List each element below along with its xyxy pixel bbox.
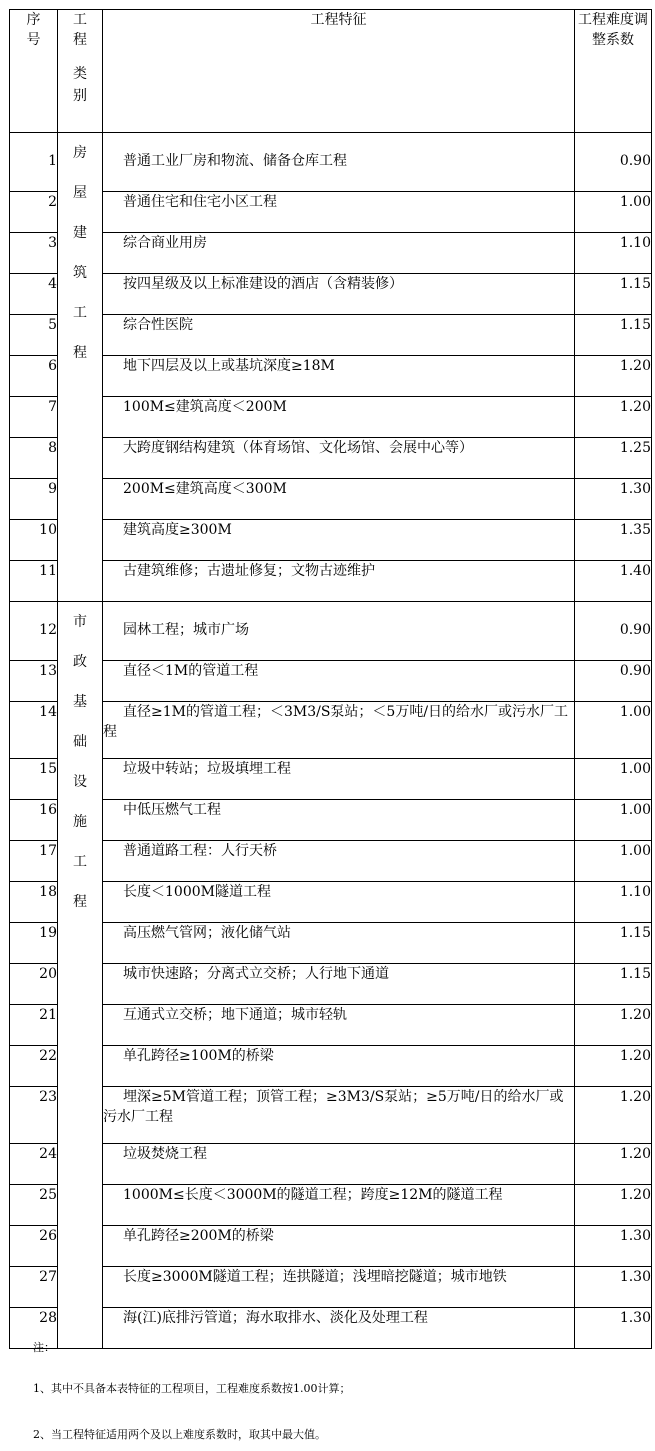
row-coefficient: 1.00 <box>575 702 652 759</box>
row-no: 9 <box>10 479 58 520</box>
table-body <box>10 133 652 1349</box>
row-feature: 地下四层及以上或基坑深度≥18M <box>103 356 575 397</box>
row-coefficient: 1.35 <box>575 520 652 561</box>
row-feature: 普通工业厂房和物流、储备仓库工程 <box>103 133 575 192</box>
table-row <box>10 397 652 438</box>
table-row <box>10 841 652 882</box>
row-coefficient: 0.90 <box>575 133 652 192</box>
table-row <box>10 1144 652 1185</box>
row-coefficient: 1.20 <box>575 1046 652 1087</box>
category-char: 房 <box>73 145 87 161</box>
row-feature: 长度≥3000M隧道工程；连拱隧道；浅埋暗挖隧道；城市地铁 <box>103 1267 575 1308</box>
row-no: 6 <box>10 356 58 397</box>
category-char: 政 <box>73 654 87 670</box>
row-feature: 普通道路工程：人行天桥 <box>103 841 575 882</box>
table-row <box>10 274 652 315</box>
table-row <box>10 479 652 520</box>
row-coefficient: 1.10 <box>575 882 652 923</box>
row-coefficient: 1.20 <box>575 1005 652 1046</box>
notes-head: 注： <box>33 1341 55 1354</box>
row-no: 2 <box>10 192 58 233</box>
row-feature: 中低压燃气工程 <box>103 800 575 841</box>
row-no: 22 <box>10 1046 58 1087</box>
table-row <box>10 602 652 661</box>
row-coefficient: 1.25 <box>575 438 652 479</box>
row-feature: 普通住宅和住宅小区工程 <box>103 192 575 233</box>
table-row <box>10 356 652 397</box>
row-feature: 高压燃气管网；液化储气站 <box>103 923 575 964</box>
row-feature: 200M≤建筑高度＜300M <box>103 479 575 520</box>
table-row <box>10 964 652 1005</box>
row-feature: 园林工程；城市广场 <box>103 602 575 661</box>
table-row <box>10 133 652 192</box>
row-no: 16 <box>10 800 58 841</box>
row-coefficient: 1.20 <box>575 1087 652 1144</box>
table-row <box>10 661 652 702</box>
row-no: 26 <box>10 1226 58 1267</box>
row-no: 1 <box>10 133 58 192</box>
table-row <box>10 192 652 233</box>
row-feature: 1000M≤长度＜3000M的隧道工程；跨度≥12M的隧道工程 <box>103 1185 575 1226</box>
row-no: 3 <box>10 233 58 274</box>
row-no: 20 <box>10 964 58 1005</box>
row-no: 24 <box>10 1144 58 1185</box>
note-item-1: 1、其中不具备本表特征的工程项目，工程难度系数按1.00计算； <box>33 1382 351 1395</box>
category-cell <box>58 133 103 602</box>
row-feature: 综合商业用房 <box>103 233 575 274</box>
row-coefficient: 1.40 <box>575 561 652 602</box>
category-char: 市 <box>73 614 87 630</box>
row-no: 19 <box>10 923 58 964</box>
table-row <box>10 1226 652 1267</box>
category-char: 工 <box>73 305 87 321</box>
category-char: 程 <box>73 345 87 361</box>
category-char: 基 <box>73 694 87 710</box>
table-row <box>10 1046 652 1087</box>
header-feature: 工程特征 <box>103 10 575 133</box>
table-row <box>10 1087 652 1144</box>
row-coefficient: 1.30 <box>575 479 652 520</box>
category-char: 工 <box>73 854 87 870</box>
row-no: 5 <box>10 315 58 356</box>
table-row <box>10 800 652 841</box>
row-no: 21 <box>10 1005 58 1046</box>
header-category: 工 程 类 别 <box>58 10 103 133</box>
row-feature: 埋深≥5M管道工程；顶管工程；≥3M3/S泵站；≥5万吨/日的给水厂或污水厂工程 <box>103 1087 575 1144</box>
row-coefficient: 1.15 <box>575 964 652 1005</box>
header-coefficient: 工程难度调整系数 <box>575 10 652 133</box>
row-coefficient: 1.00 <box>575 192 652 233</box>
table-row <box>10 923 652 964</box>
table-row <box>10 1267 652 1308</box>
row-no: 28 <box>10 1308 58 1349</box>
row-feature: 古建筑维修；古遗址修复；文物古迹维护 <box>103 561 575 602</box>
notes <box>33 1340 351 1443</box>
row-coefficient: 1.00 <box>575 800 652 841</box>
category-char: 建 <box>73 225 87 241</box>
row-coefficient: 1.30 <box>575 1226 652 1267</box>
row-coefficient: 0.90 <box>575 602 652 661</box>
row-feature: 100M≤建筑高度＜200M <box>103 397 575 438</box>
row-coefficient: 1.30 <box>575 1267 652 1308</box>
category-char: 设 <box>73 774 87 790</box>
row-coefficient: 1.15 <box>575 315 652 356</box>
note-item-2: 2、当工程特征适用两个及以上难度系数时，取其中最大值。 <box>33 1428 326 1441</box>
row-coefficient: 1.20 <box>575 356 652 397</box>
row-coefficient: 1.20 <box>575 397 652 438</box>
category-char: 屋 <box>73 185 87 201</box>
row-feature: 综合性医院 <box>103 315 575 356</box>
row-feature: 海(江)底排污管道；海水取排水、淡化及处理工程 <box>103 1308 575 1349</box>
table-row <box>10 233 652 274</box>
row-coefficient: 1.20 <box>575 1185 652 1226</box>
row-no: 27 <box>10 1267 58 1308</box>
table-row <box>10 520 652 561</box>
row-feature: 单孔跨径≥200M的桥梁 <box>103 1226 575 1267</box>
row-feature: 直径＜1M的管道工程 <box>103 661 575 702</box>
row-feature: 单孔跨径≥100M的桥梁 <box>103 1046 575 1087</box>
row-coefficient: 1.30 <box>575 1308 652 1349</box>
difficulty-coefficient-table <box>9 9 652 1349</box>
row-coefficient: 1.00 <box>575 841 652 882</box>
table-row <box>10 702 652 759</box>
row-coefficient: 1.15 <box>575 923 652 964</box>
row-no: 23 <box>10 1087 58 1144</box>
row-feature: 垃圾中转站；垃圾填埋工程 <box>103 759 575 800</box>
row-no: 15 <box>10 759 58 800</box>
row-coefficient: 1.10 <box>575 233 652 274</box>
category-char: 施 <box>73 814 87 830</box>
table-row <box>10 759 652 800</box>
table-row <box>10 1005 652 1046</box>
row-coefficient: 1.20 <box>575 1144 652 1185</box>
row-feature: 建筑高度≥300M <box>103 520 575 561</box>
category-char: 础 <box>73 734 87 750</box>
row-no: 14 <box>10 702 58 759</box>
row-coefficient: 0.90 <box>575 661 652 702</box>
row-no: 12 <box>10 602 58 661</box>
row-feature: 按四星级及以上标准建设的酒店（含精装修） <box>103 274 575 315</box>
table-row <box>10 561 652 602</box>
row-no: 10 <box>10 520 58 561</box>
row-no: 11 <box>10 561 58 602</box>
row-coefficient: 1.00 <box>575 759 652 800</box>
row-feature: 互通式立交桥；地下通道；城市轻轨 <box>103 1005 575 1046</box>
row-feature: 垃圾焚烧工程 <box>103 1144 575 1185</box>
table-row <box>10 315 652 356</box>
table-header-row <box>10 10 652 133</box>
row-no: 8 <box>10 438 58 479</box>
row-no: 4 <box>10 274 58 315</box>
category-char: 程 <box>73 894 87 910</box>
table-row <box>10 882 652 923</box>
row-feature: 大跨度钢结构建筑（体育场馆、文化场馆、会展中心等） <box>103 438 575 479</box>
table-row <box>10 1185 652 1226</box>
row-feature: 城市快速路；分离式立交桥；人行地下通道 <box>103 964 575 1005</box>
row-no: 18 <box>10 882 58 923</box>
row-no: 25 <box>10 1185 58 1226</box>
row-no: 7 <box>10 397 58 438</box>
row-feature: 长度＜1000M隧道工程 <box>103 882 575 923</box>
header-no: 序 号 <box>10 10 58 133</box>
category-cell <box>58 602 103 1349</box>
row-no: 13 <box>10 661 58 702</box>
row-feature: 直径≥1M的管道工程；＜3M3/S泵站；＜5万吨/日的给水厂或污水厂工程 <box>103 702 575 759</box>
category-char: 筑 <box>73 265 87 281</box>
row-coefficient: 1.15 <box>575 274 652 315</box>
row-no: 17 <box>10 841 58 882</box>
table-row <box>10 438 652 479</box>
